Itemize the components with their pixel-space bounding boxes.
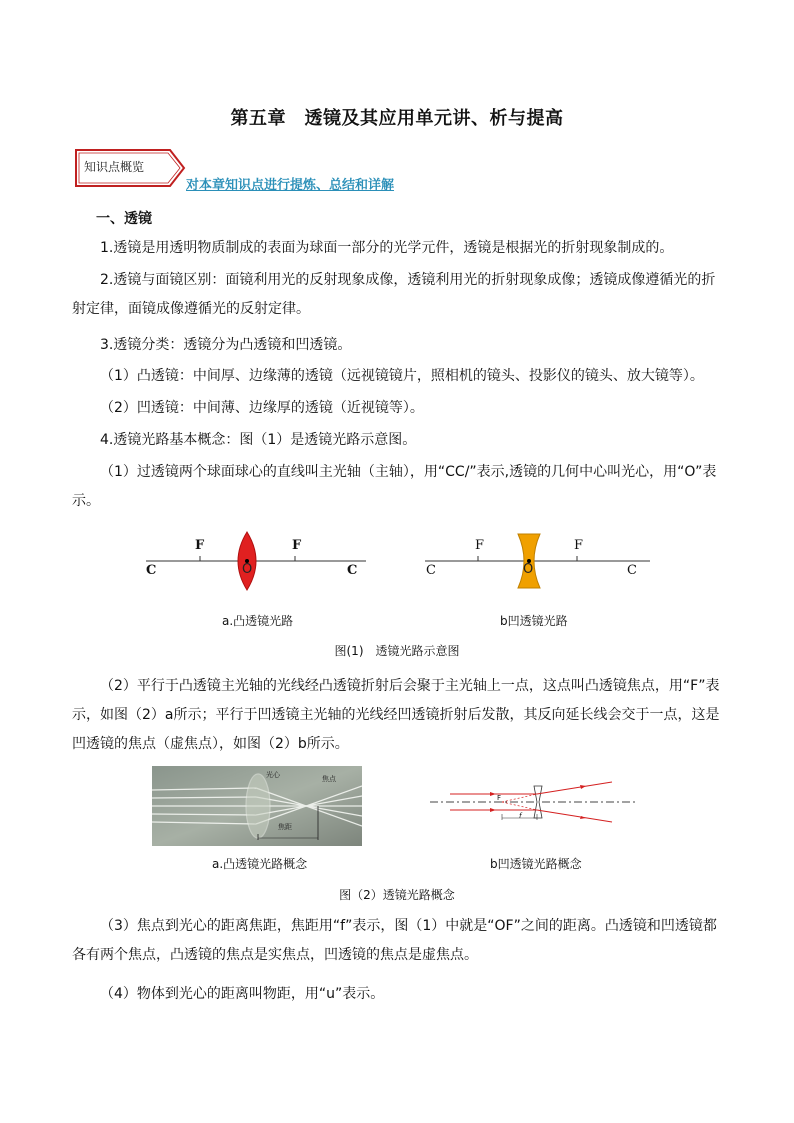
axis-point-label: C bbox=[627, 563, 637, 578]
concave-lens-ray-diagram bbox=[430, 774, 640, 834]
figure-subcaption: a.凸透镜光路概念 bbox=[212, 857, 308, 871]
focal-length-label: f bbox=[519, 812, 522, 820]
focus-label: F bbox=[195, 538, 205, 553]
optical-center-label: O bbox=[523, 562, 534, 577]
section-heading: 一、透镜 bbox=[96, 211, 152, 227]
focus-label: F bbox=[497, 794, 502, 802]
photo-label: 焦点 bbox=[322, 775, 336, 783]
focus-label: F bbox=[475, 538, 485, 553]
axis-point-label: C bbox=[426, 563, 436, 578]
paragraph: 2.透镜与面镜区别：面镜利用光的反射现象成像，透镜利用光的折射现象成像；透镜成像遵循光的折射定律，面镜成像遵循光的反射定律。 bbox=[72, 272, 716, 317]
figure-subcaption: a.凸透镜光路 bbox=[222, 614, 294, 628]
paragraph: （2）平行于凸透镜主光轴的光线经凸透镜折射后会聚于主光轴上一点，这点叫凸透镜焦点，用“F”表示，如图（2）a所示；平行于凹透镜主光轴的光线经凹透镜折射后发散，其反向延长线会交于一点，这是凹透镜的焦点（虚焦点），如图（2）b所示。 bbox=[72, 678, 720, 752]
paragraph: 3.透镜分类：透镜分为凸透镜和凹透镜。 bbox=[100, 337, 352, 353]
figure-subcaption: b凹透镜光路概念 bbox=[490, 857, 582, 871]
photo-label: 光心 bbox=[266, 771, 280, 779]
figure-caption: 图（2）透镜光路概念 bbox=[339, 888, 455, 902]
page-title: 第五章 透镜及其应用单元讲、析与提高 bbox=[230, 108, 564, 129]
paragraph: （1）凸透镜：中间厚、边缘薄的透镜（远视镜镜片，照相机的镜头、投影仪的镜头、放大镜等）。 bbox=[100, 368, 704, 384]
axis-point-label: C bbox=[146, 563, 157, 578]
focus-label: F bbox=[292, 538, 302, 553]
concave-lens-diagram bbox=[425, 534, 650, 588]
figure-subcaption: b凹透镜光路 bbox=[500, 614, 568, 628]
paragraph: （4）物体到光心的距离叫物距，用“u”表示。 bbox=[100, 986, 385, 1002]
badge-label: 知识点概览 bbox=[84, 160, 145, 174]
paragraph: 4.透镜光路基本概念：图（1）是透镜光路示意图。 bbox=[100, 432, 417, 448]
paragraph: 1.透镜是用透明物质制成的表面为球面一部分的光学元件，透镜是根据光的折射现象制成的。 bbox=[100, 240, 674, 256]
figure-caption: 图(1) 透镜光路示意图 bbox=[334, 644, 460, 658]
paragraph: （2）凹透镜：中间薄、边缘厚的透镜（近视镜等）。 bbox=[100, 400, 424, 416]
optical-center-label: O bbox=[242, 562, 253, 577]
focus-label: F bbox=[574, 538, 584, 553]
paragraph: （1）过透镜两个球面球心的直线叫主光轴（主轴），用“CC/”表示,透镜的几何中心叫光心，用“O”表示。 bbox=[72, 464, 717, 509]
photo-label: 焦距 bbox=[278, 823, 292, 831]
paragraph: （3）焦点到光心的距离焦距，焦距用“f”表示，图（1）中就是“OF”之间的距离。凸透镜和凹透镜都各有两个焦点，凸透镜的焦点是实焦点，凹透镜的焦点是虚焦点。 bbox=[72, 918, 717, 963]
section-subheading-link[interactable]: 对本章知识点进行提炼、总结和详解 bbox=[186, 178, 395, 193]
convex-lens-diagram bbox=[146, 532, 366, 590]
axis-point-label: C bbox=[347, 563, 358, 578]
